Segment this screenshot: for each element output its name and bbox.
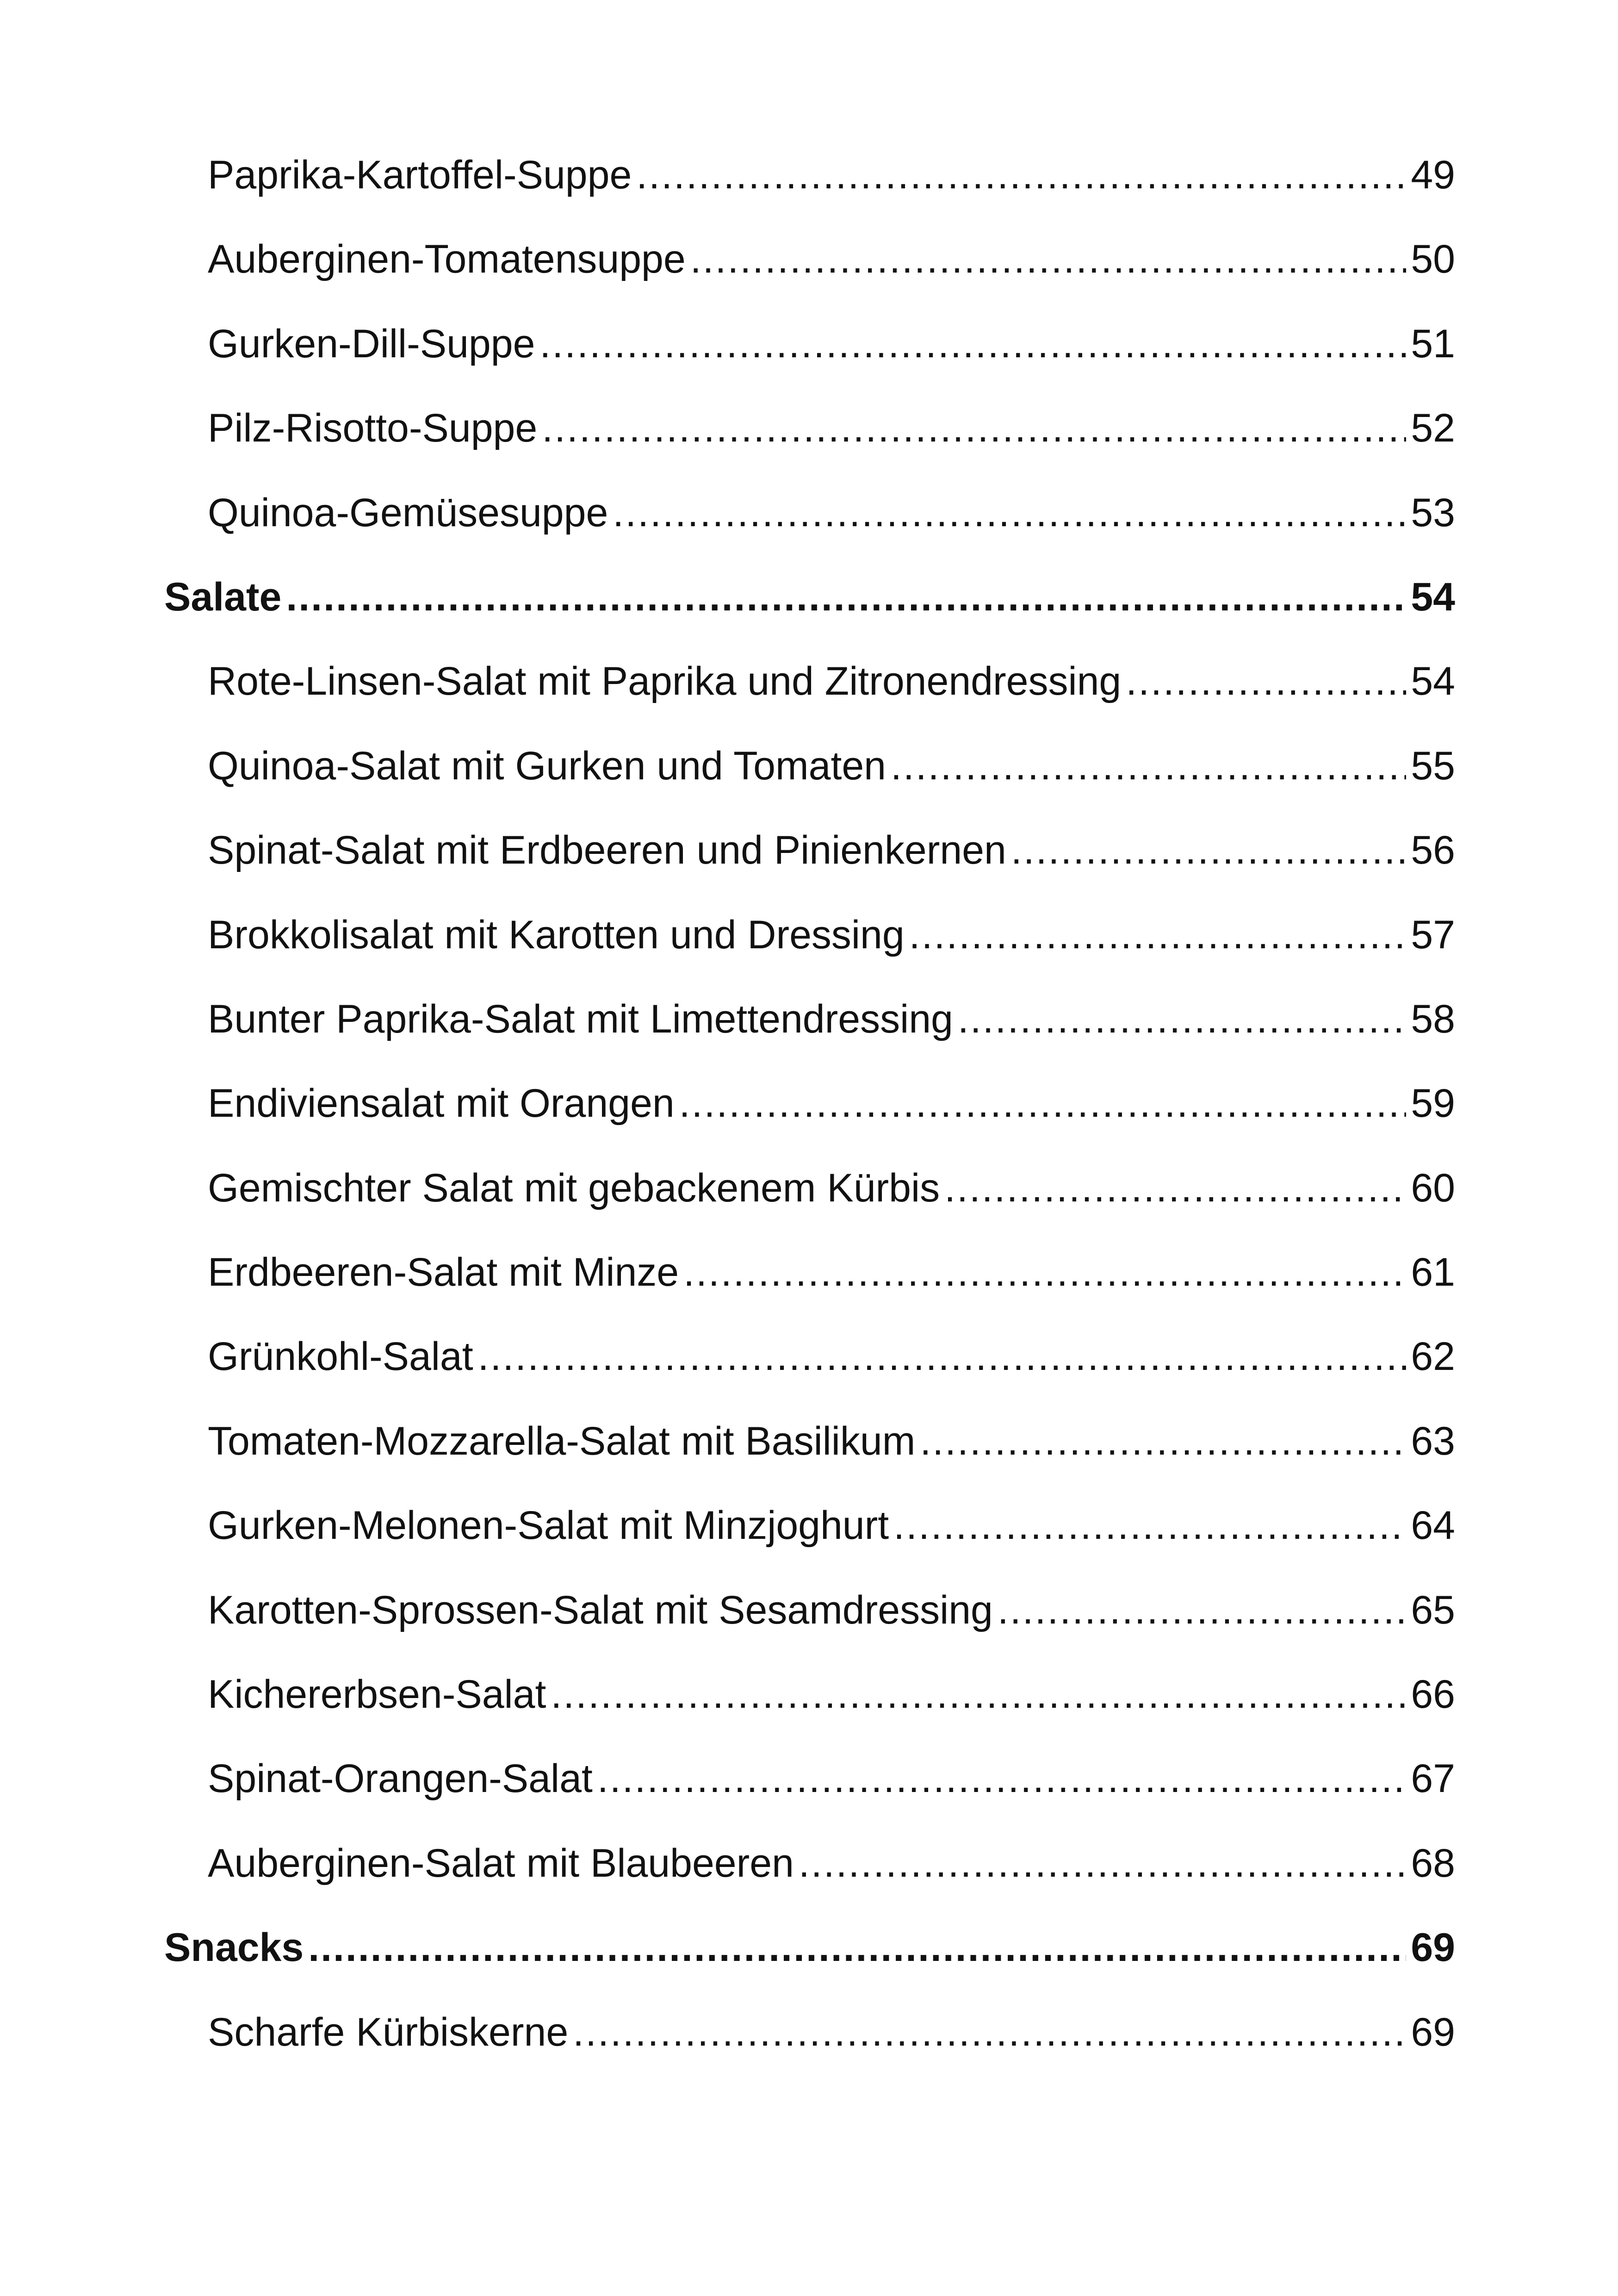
dot-leader bbox=[551, 1674, 1406, 1714]
dot-leader bbox=[286, 577, 1406, 617]
toc-entry bbox=[164, 1252, 1455, 1337]
toc-entry bbox=[164, 408, 1455, 492]
dot-leader bbox=[998, 1590, 1406, 1630]
dot-leader bbox=[1011, 830, 1406, 870]
dot-leader bbox=[636, 155, 1406, 195]
toc-entry-title: Auberginen-Tomatensuppe bbox=[208, 237, 686, 282]
dot-leader bbox=[958, 999, 1406, 1039]
toc-entry bbox=[164, 490, 1455, 577]
toc-entry bbox=[164, 661, 1455, 746]
dot-leader bbox=[1126, 661, 1406, 701]
dot-leader bbox=[690, 239, 1407, 279]
dot-leader bbox=[683, 1252, 1406, 1292]
dot-leader bbox=[920, 1421, 1406, 1461]
dot-leader bbox=[308, 1928, 1406, 1967]
toc-entry-title: Quinoa-Salat mit Gurken und Tomaten bbox=[208, 743, 886, 788]
toc-entry-title: Kichererbsen-Salat bbox=[208, 1672, 546, 1717]
dot-leader bbox=[539, 324, 1406, 364]
toc-entry-page-number: 51 bbox=[1411, 321, 1455, 366]
toc-entry-page-number: 58 bbox=[1411, 996, 1455, 1041]
toc-entry bbox=[164, 996, 1455, 1083]
toc-entry bbox=[164, 1083, 1455, 1168]
toc-entry bbox=[164, 830, 1455, 915]
toc-entry bbox=[164, 239, 1455, 324]
toc-entry bbox=[164, 155, 1455, 239]
toc-entry bbox=[164, 1334, 1455, 1421]
toc-entry bbox=[164, 912, 1455, 999]
dot-leader bbox=[478, 1337, 1407, 1376]
toc-entry-page-number: 54 bbox=[1411, 659, 1455, 704]
toc-entry-page-number: 62 bbox=[1411, 1334, 1455, 1379]
toc-entry-title: Gurken-Dill-Suppe bbox=[208, 321, 535, 366]
toc-entry-title: Tomaten-Mozzarella-Salat mit Basilikum bbox=[208, 1419, 916, 1463]
toc-entry bbox=[164, 1674, 1455, 1759]
toc-entry-title: Paprika-Kartoffel-Suppe bbox=[208, 153, 632, 197]
dot-leader bbox=[944, 1168, 1406, 1208]
toc-entry-page-number: 66 bbox=[1411, 1672, 1455, 1717]
toc-entry bbox=[164, 1421, 1455, 1506]
toc-entry-page-number: 54 bbox=[1411, 574, 1455, 619]
toc-entry-page-number: 64 bbox=[1411, 1503, 1455, 1548]
dot-leader bbox=[891, 746, 1406, 786]
toc-entry-page-number: 55 bbox=[1411, 743, 1455, 788]
dot-leader bbox=[893, 1506, 1406, 1545]
toc-entry bbox=[164, 1503, 1455, 1590]
toc-entry-title: Salate bbox=[164, 574, 282, 619]
toc-entry-title: Erdbeeren-Salat mit Minze bbox=[208, 1250, 679, 1295]
toc-entry bbox=[164, 2012, 1455, 2097]
toc-entry-title: Quinoa-Gemüsesuppe bbox=[208, 490, 608, 535]
toc-entry-page-number: 61 bbox=[1411, 1250, 1455, 1295]
toc-entry-page-number: 69 bbox=[1411, 1925, 1455, 1970]
toc-entry-title: Rote-Linsen-Salat mit Paprika und Zitronendressing bbox=[208, 659, 1122, 704]
toc-entry-title: Gurken-Melonen-Salat mit Minzjoghurt bbox=[208, 1503, 889, 1548]
toc-entry-title: Snacks bbox=[164, 1925, 304, 1970]
toc-entry-title: Pilz-Risotto-Suppe bbox=[208, 406, 538, 451]
toc-entry-page-number: 60 bbox=[1411, 1165, 1455, 1210]
toc-entry-page-number: 59 bbox=[1411, 1081, 1455, 1126]
toc-entry bbox=[164, 1165, 1455, 1252]
toc-entry-page-number: 65 bbox=[1411, 1587, 1455, 1632]
toc-entry-title: Brokkolisalat mit Karotten und Dressing bbox=[208, 912, 905, 957]
dot-leader bbox=[613, 493, 1406, 533]
toc-entry-page-number: 68 bbox=[1411, 1841, 1455, 1885]
toc-entry-title: Bunter Paprika-Salat mit Limettendressing bbox=[208, 996, 953, 1041]
toc-entry bbox=[164, 1756, 1455, 1843]
toc-entry-page-number: 50 bbox=[1411, 237, 1455, 282]
dot-leader bbox=[909, 915, 1407, 955]
toc-entry-title: Gemischter Salat mit gebackenem Kürbis bbox=[208, 1165, 940, 1210]
toc-entry-title: Spinat-Orangen-Salat bbox=[208, 1756, 593, 1801]
toc-entry-page-number: 57 bbox=[1411, 912, 1455, 957]
toc-section-entry bbox=[164, 574, 1455, 661]
dot-leader bbox=[799, 1843, 1406, 1883]
toc-entry bbox=[164, 743, 1455, 830]
dot-leader bbox=[679, 1083, 1407, 1123]
toc-entry-page-number: 52 bbox=[1411, 406, 1455, 451]
toc-entry-page-number: 49 bbox=[1411, 153, 1455, 197]
toc-entry-title: Karotten-Sprossen-Salat mit Sesamdressing bbox=[208, 1587, 993, 1632]
toc-entry-page-number: 56 bbox=[1411, 828, 1455, 873]
toc-entry-page-number: 69 bbox=[1411, 2010, 1455, 2054]
toc-entry bbox=[164, 1843, 1455, 1928]
table-of-contents bbox=[164, 155, 1455, 2097]
toc-entry-title: Scharfe Kürbiskerne bbox=[208, 2010, 569, 2054]
toc-entry-title: Auberginen-Salat mit Blaubeeren bbox=[208, 1841, 794, 1885]
toc-entry-page-number: 67 bbox=[1411, 1756, 1455, 1801]
toc-entry-page-number: 53 bbox=[1411, 490, 1455, 535]
toc-entry-title: Spinat-Salat mit Erdbeeren und Pinienkernen bbox=[208, 828, 1006, 873]
dot-leader bbox=[573, 2012, 1406, 2052]
toc-section-entry bbox=[164, 1925, 1455, 2012]
toc-entry-title: Endiviensalat mit Orangen bbox=[208, 1081, 675, 1126]
toc-entry bbox=[164, 1587, 1455, 1674]
dot-leader bbox=[542, 408, 1406, 448]
toc-entry bbox=[164, 321, 1455, 408]
dot-leader bbox=[597, 1759, 1407, 1798]
toc-entry-page-number: 63 bbox=[1411, 1419, 1455, 1463]
toc-entry-title: Grünkohl-Salat bbox=[208, 1334, 473, 1379]
